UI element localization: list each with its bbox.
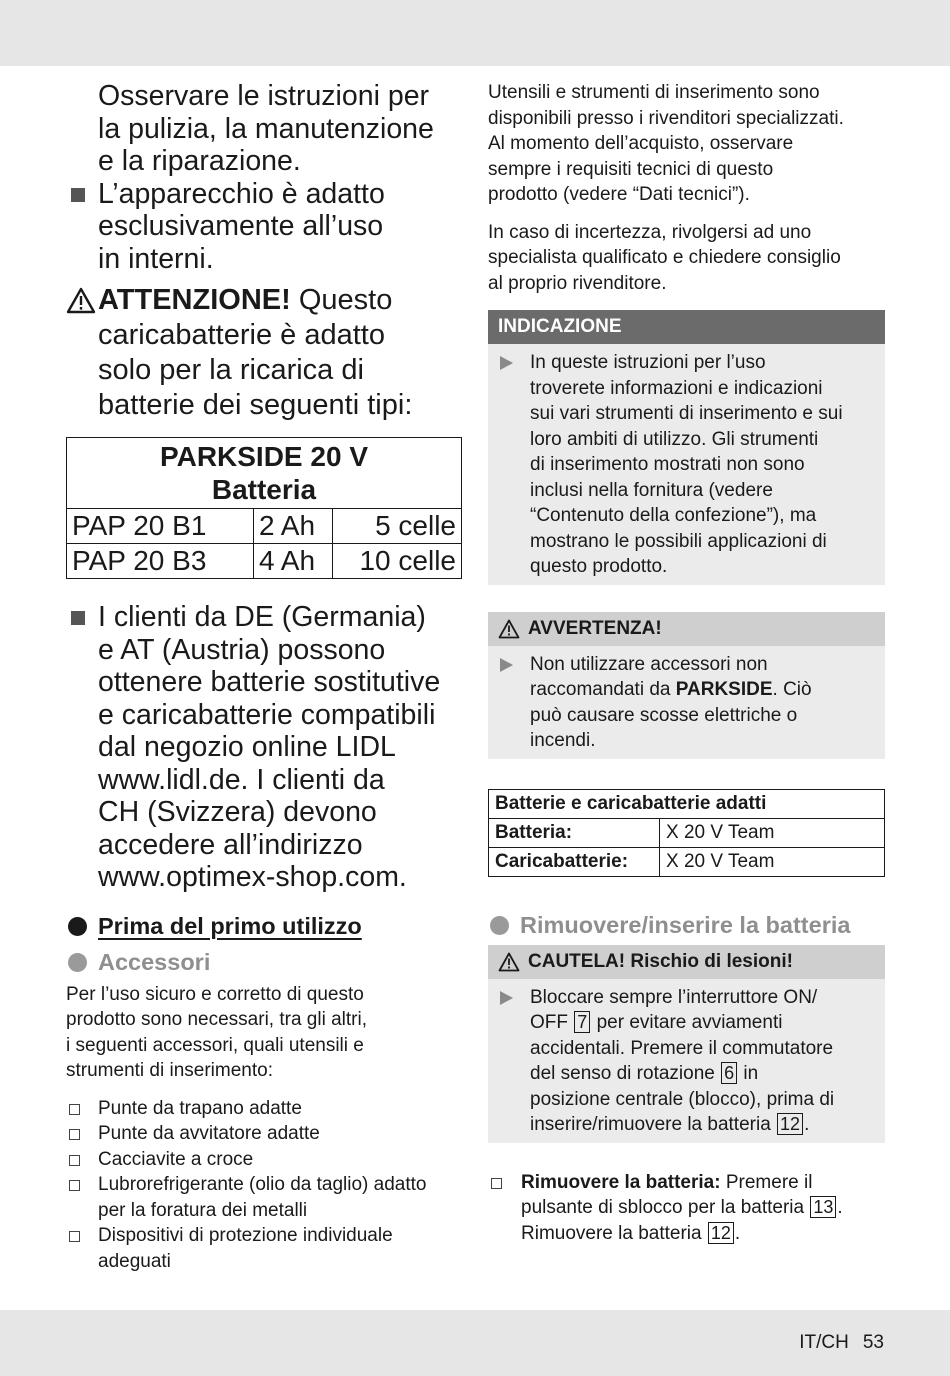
arrow-right-icon [500,658,513,672]
cautela-title: CAUTELA! Rischio di lesioni! [528,950,793,972]
table-row: Batteria: X 20 V Team [489,818,885,847]
reference-number: 12 [708,1222,734,1244]
compatible-batteries-table [488,789,885,877]
list-item: Cacciavite a croce [66,1147,466,1173]
checkbox-square-icon [69,1155,80,1166]
arrow-right-icon [500,356,513,370]
checkbox-square-icon [69,1231,80,1242]
table-row: PAP 20 B3 4 Ah 10 celle [67,544,462,579]
warning-label: ATTENZIONE! [98,284,291,316]
arrow-right-icon [500,991,513,1005]
page-number: 53 [862,1332,884,1353]
square-bullet-icon [71,611,85,625]
avvertenza-box: AVVERTENZA! Non utilizzare accessori non raccomandati da PARKSIDE. Ciò può causare scosse elettriche o incendi. [488,612,885,759]
tools-paragraph: Utensili e strumenti di inserimento sono disponibili presso i rivenditori specializzati. Al momento dell’acquisto, osservare sempre i requisiti tecnici di questo prodotto (vedere “Dati tecnici”). [488,82,844,205]
right-column [488,80,885,1246]
section-heading-first-use: Prima del primo utilizzo [66,910,466,942]
grey-dot-icon [68,953,87,972]
warning-triangle-icon [66,287,96,314]
top-band [0,0,950,66]
black-dot-icon [68,917,87,936]
list-item: Punte da trapano adatte [66,1096,466,1122]
avvertenza-title: AVVERTENZA! [528,617,662,639]
reference-number: 6 [721,1062,737,1084]
spec-table-title: Batterie e caricabatterie adatti [489,789,885,818]
list-item: Lubrorefrigerante (olio da taglio) adatto per la foratura dei metalli [66,1172,466,1223]
bullet-indoor-use: L’apparecchio è adatto esclusivamente all’uso in interni. [66,178,466,276]
reference-number: 13 [810,1196,836,1218]
warning-triangle-icon [498,619,520,639]
table-row: PAP 20 B1 2 Ah 5 celle [67,509,462,544]
reference-number: 7 [574,1011,590,1033]
accessori-checklist [66,1096,466,1275]
section-heading-accessori: Accessori [66,946,466,978]
battery-table-header: PARKSIDE 20 V Batteria [67,438,462,509]
indicazione-title: INDICAZIONE [488,310,885,344]
warning-block: ATTENZIONE! Questo caricabatterie è adatto solo per la ricarica di batterie dei seguenti tipi: [66,283,466,423]
language-code: IT/CH [799,1332,849,1353]
section-heading-battery-removal: Rimuovere/inserire la batteria [488,909,885,941]
intro-text: Osservare le istruzioni per la pulizia, la manutenzione e la riparazione. [98,80,434,177]
remove-battery-step: Rimuovere la batteria: Premere il pulsante di sblocco per la batteria 13 . Rimuovere la batteria 12 . [488,1170,885,1247]
warning-triangle-icon [498,952,520,972]
left-column [66,80,466,1274]
checkbox-square-icon [491,1178,502,1189]
cautela-box: CAUTELA! Rischio di lesioni! Bloccare sempre l’interruttore ON/ OFF 7 per evitare avviamenti accidentali. Premere il commutatore del senso di rotazione 6 in posizione centrale (blocco), prima di inserire/rimuovere la batteria 12 . [488,945,885,1143]
bullet-replacement-batteries: I clienti da DE (Germania) e AT (Austria) possono ottenere batterie sostitutive e caricabatterie compatibili dal negozio online LIDL www.lidl.de. I clienti da CH (Svizzera) devono accedere all’indirizzo www.optimex-shop.com. [66,601,466,894]
list-item: Punte da avvitatore adatte [66,1121,466,1147]
checkbox-square-icon [69,1104,80,1115]
square-bullet-icon [71,188,85,202]
table-row: Caricabatterie: X 20 V Team [489,847,885,876]
battery-table [66,437,462,579]
reference-number: 12 [777,1113,803,1135]
accessori-paragraph: Per l’uso sicuro e corretto di questo prodotto sono necessari, tra gli altri, i seguenti accessori, quali utensili e strumenti di inserimento: [66,983,367,1081]
checkbox-square-icon [69,1180,80,1191]
list-item: Dispositivi di protezione individuale adeguati [66,1223,466,1274]
uncertainty-paragraph: In caso di incertezza, rivolgersi ad uno specialista qualificato e chiedere consiglio al proprio rivenditore. [488,221,841,294]
grey-dot-icon [490,916,509,935]
checkbox-square-icon [69,1129,80,1140]
indicazione-box: INDICAZIONE In queste istruzioni per l’uso troverete informazioni e indicazioni sui vari strumenti di inserimento e sui loro ambiti di utilizzo. Gli strumenti di inserimento mostrati non sono inclusi nella fornitura (vedere “Contenuto della confezione”), ma mostrano le possibili applicazioni di questo prodotto. [488,310,885,585]
page-footer [799,1331,884,1355]
